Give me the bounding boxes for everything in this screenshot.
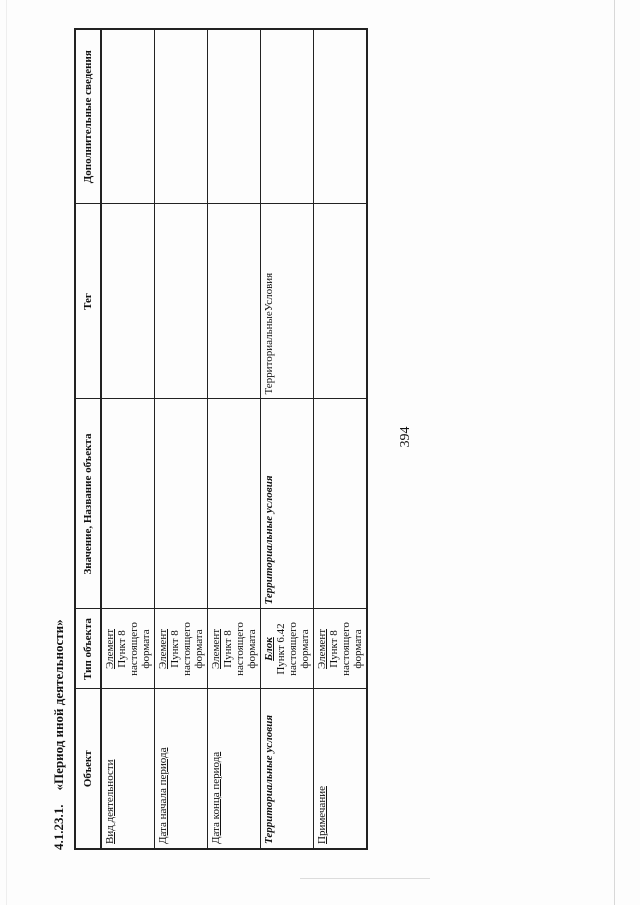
cell-object: Территориальные условия <box>263 714 275 844</box>
header-object: Объект <box>75 689 101 849</box>
cell-object: Дата начала периода <box>157 747 169 844</box>
cell-tag <box>101 204 155 399</box>
table-row <box>208 29 261 849</box>
cell-name <box>101 399 155 609</box>
cell-additional <box>314 29 368 204</box>
section-number: 4.1.23.1. <box>51 804 66 850</box>
scan-edge-line-left <box>6 0 7 905</box>
cell-type-kind: Элемент <box>157 628 169 670</box>
spec-table <box>74 28 368 850</box>
cell-tag <box>155 204 208 399</box>
table-row <box>261 29 314 849</box>
cell-name <box>155 399 208 609</box>
cell-type-ref: Пункт 8 настоящего формата <box>222 622 258 676</box>
table-row <box>314 29 368 849</box>
cell-type-kind: Элемент <box>210 628 222 670</box>
cell-tag: ТерриториальныеУсловия <box>261 204 314 399</box>
table-header-row <box>75 29 101 849</box>
cell-type-ref: Пункт 8 настоящего формата <box>116 622 152 676</box>
header-name: Значение, Название объекта <box>75 399 101 609</box>
cell-tag <box>208 204 261 399</box>
header-type: Тип объекта <box>75 609 101 689</box>
cell-additional <box>208 29 261 204</box>
page-number: 394 <box>398 426 413 448</box>
cell-tag <box>314 204 368 399</box>
cell-object: Вид деятельности <box>104 759 116 844</box>
cell-type-kind: Элемент <box>104 628 116 670</box>
header-additional: Дополнительные сведения <box>75 29 101 204</box>
scan-edge-line <box>614 0 615 905</box>
cell-additional <box>101 29 155 204</box>
scan-speck <box>300 878 430 879</box>
cell-name <box>208 399 261 609</box>
table-row <box>101 29 155 849</box>
cell-object: Примечание <box>316 786 328 844</box>
header-tag: Тег <box>75 204 101 399</box>
table-row <box>155 29 208 849</box>
cell-name: Территориальные условия <box>263 475 275 605</box>
cell-additional <box>261 29 314 204</box>
section-title: «Период иной деятельности» <box>51 619 66 791</box>
cell-type-kind: Элемент <box>316 628 328 670</box>
cell-object: Дата конца периода <box>210 751 222 844</box>
section-heading <box>48 619 70 850</box>
cell-name <box>314 399 368 609</box>
cell-additional <box>155 29 208 204</box>
rotated-content <box>48 30 364 850</box>
cell-type-ref: Пункт 6.42 настоящего формата <box>275 622 311 676</box>
cell-type-ref: Пункт 8 настоящего формата <box>169 622 205 676</box>
cell-type-ref: Пункт 8 настоящего формата <box>328 622 364 676</box>
cell-type-kind: Блок <box>263 637 275 661</box>
